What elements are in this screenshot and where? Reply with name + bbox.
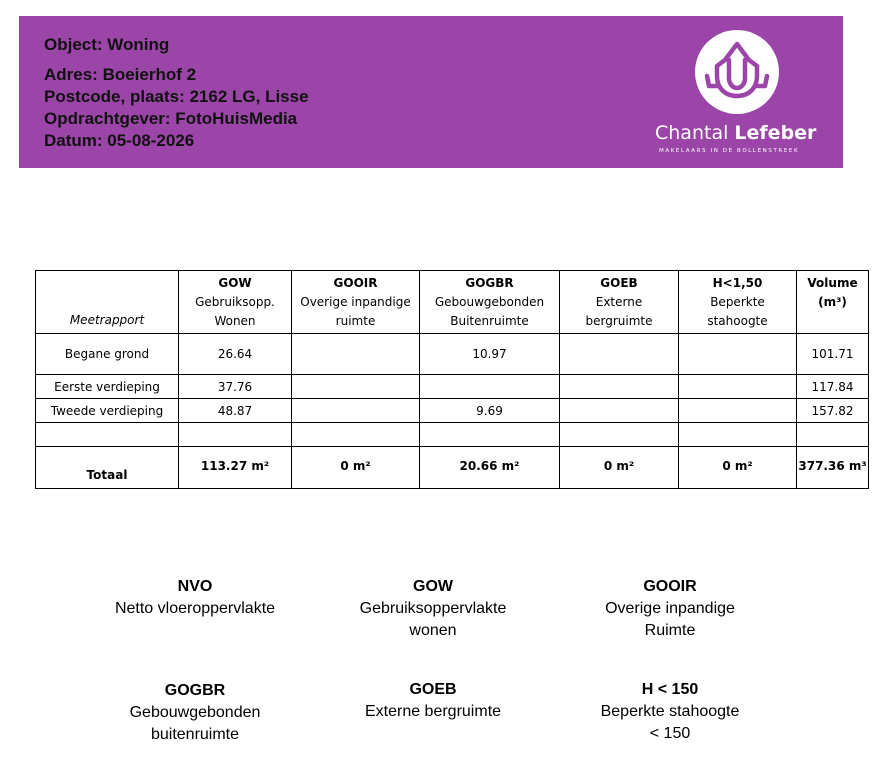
table-cell [560,399,679,423]
total-cell: 0 m² [292,447,420,489]
table-cell: 48.87 [179,399,292,423]
legend-description: < 150 [649,725,691,742]
legend-item-goeb [333,679,533,723]
table-cell [560,375,679,399]
address-line: Adres: Boeierhof 2 [44,65,197,84]
company-logo [655,30,823,160]
legend-code: GOOIR [643,578,697,595]
measurement-table [35,270,869,489]
legend-description: Gebruiksoppervlakte [359,600,507,617]
total-cell: 377.36 m³ [797,447,869,489]
table-cell: 9.69 [420,399,560,423]
total-cell: 0 m² [560,447,679,489]
table-row [36,399,869,423]
table-cell: 10.97 [420,334,560,375]
legend-code: H < 150 [641,681,699,698]
column-header-gogbr: GOGBR Gebouwgebonden Buitenruimte [420,271,560,334]
legend-code: GOEB [409,681,457,698]
legend-item-nvo [95,576,295,620]
legend-description: buitenruimte [150,726,240,743]
tulip-logo-icon [695,30,779,114]
legend-item-h150 [570,679,770,745]
table-cell [420,375,560,399]
table-cell [179,423,292,447]
legend-item-gooir [570,576,770,642]
total-cell: 20.66 m² [420,447,560,489]
corner-label: Meetrapport [36,271,179,334]
legend-description: wonen [409,622,457,639]
table-cell: 157.82 [797,399,869,423]
brand-tagline: MAKELAARS IN DE BOLLENSTREEK [659,148,800,154]
table-cell [679,423,797,447]
legend-item-gogbr [95,680,295,746]
report-header [19,16,843,168]
column-header-volume: Volume (m³) [797,271,869,334]
table-header-row [36,271,869,334]
postcode-line: Postcode, plaats: 2162 LG, Lisse [44,87,309,106]
table-cell [560,334,679,375]
table-row [36,334,869,375]
table-cell [679,334,797,375]
legend-description: Beperkte stahoogte [600,703,740,720]
date-line: Datum: 05-08-2026 [44,131,195,150]
legend-description: Externe bergruimte [364,703,502,720]
table-cell [679,375,797,399]
table-cell [292,423,420,447]
total-cell: 0 m² [679,447,797,489]
row-label: Tweede verdieping [36,399,179,423]
column-header-gow: GOW Gebruiksopp. Wonen [179,271,292,334]
table-cell [420,423,560,447]
table-cell [292,399,420,423]
column-header-gooir: GOOIR Overige inpandige ruimte [292,271,420,334]
table-cell [292,334,420,375]
legend-code: GOGBR [164,682,226,699]
legend-code: NVO [177,578,213,595]
table-cell: 26.64 [179,334,292,375]
brand-last-name: Lefeber [734,122,817,144]
column-header-goeb: GOEB Externe bergruimte [560,271,679,334]
legend-description: Netto vloeroppervlakte [114,600,276,617]
total-row [36,447,869,489]
table-cell: 101.71 [797,334,869,375]
row-label: Begane grond [36,334,179,375]
brand-name [655,122,855,144]
table-cell [679,399,797,423]
object-line: Object: Woning [44,35,170,54]
legend-description: Overige inpandige [605,600,735,617]
column-header-h150: H<1,50 Beperkte stahoogte [679,271,797,334]
total-label: Totaal [36,447,179,489]
header-info [44,34,309,152]
table-cell [560,423,679,447]
legend-code: GOW [413,578,453,595]
legend-item-gow [333,576,533,642]
row-label: Eerste verdieping [36,375,179,399]
table-row [36,423,869,447]
table-cell: 37.76 [179,375,292,399]
client-line: Opdrachtgever: FotoHuisMedia [44,109,298,128]
brand-first-name: Chantal [655,122,729,144]
table-row [36,375,869,399]
table-cell: 117.84 [797,375,869,399]
legend-description: Gebouwgebonden [129,704,261,721]
row-label [36,423,179,447]
table-cell [292,375,420,399]
legend-description: Ruimte [644,622,696,639]
table-cell [797,423,869,447]
total-cell: 113.27 m² [179,447,292,489]
